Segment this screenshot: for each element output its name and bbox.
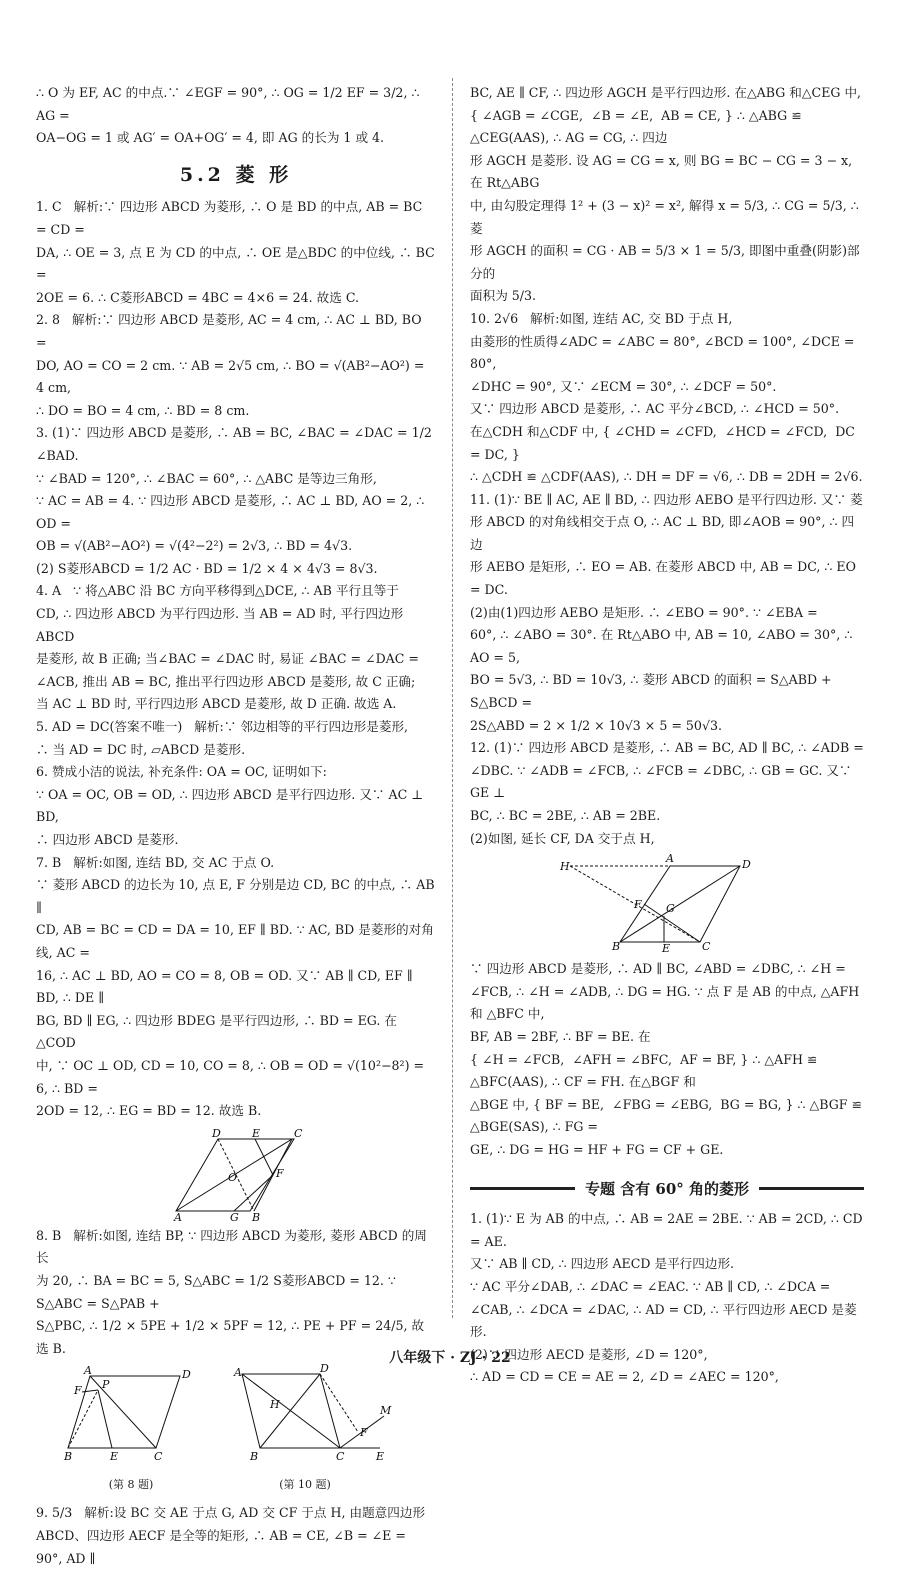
text-line: 3. (1)∵ 四边形 ABCD 是菱形, ∴ AB = BC, ∠BAC = ∠DAC = 1/2 ∠BAD. (36, 425, 436, 463)
text-line: 形 ABCD 的对角线相交于点 O, ∴ AC ⊥ BD, 即∠AOB = 90°, ∴ 四边 (470, 514, 855, 552)
text-line: BC, ∴ BC = 2BE, ∴ AB = 2BE. (470, 808, 661, 823)
text-line: ∠DHC = 90°, 又∵ ∠ECM = 30°, ∴ ∠DCF = 50°. (470, 378, 777, 394)
svg-text:B: B (612, 940, 621, 954)
text-line: 6. 赞成小洁的说法, 补充条件: OA = OC, 证明如下: (36, 764, 327, 780)
svg-text:D: D (212, 1126, 221, 1140)
text-line: 2. 8 解析:∵ 四边形 ABCD 是菱形, AC = 4 cm, ∴ AC ⊥ BD, BO = (36, 312, 426, 350)
figure-q7-rhombus (174, 1126, 336, 1224)
text-line: ∴ 当 AD = DC 时, ▱ABCD 是菱形. (36, 741, 246, 757)
text-line: CD, ∴ 四边形 ABCD 为平行四边形. 当 AB = AD 时, 平行四边形 ABCD (36, 606, 408, 644)
svg-text:O: O (228, 1170, 238, 1184)
topic-title: 专题 含有 60° 角的菱形 (584, 1179, 750, 1198)
text-line: 8. B 解析:如图, 连结 BP, ∵ 四边形 ABCD 为菱形, 菱形 ABCD 的周长 (36, 1227, 427, 1266)
svg-text:H: H (560, 860, 570, 874)
topic-rule-right (759, 1187, 864, 1190)
svg-text:F: F (276, 1166, 284, 1180)
text-line: S△PBC, ∴ 1/2 × 5PE + 1/2 × 5PF = 12, ∴ PE + PF = 24/5, 故选 B. (36, 1318, 425, 1356)
text-line: ∵ 四边形 ABCD 是菱形, ∴ AD ∥ BC, ∠ABD = ∠DBC, ∴ ∠H = (470, 961, 846, 977)
svg-text:A: A (84, 1364, 92, 1378)
svg-text:D: D (742, 858, 751, 872)
text-line: 1. (1)∵ E 为 AB 的中点, ∴ AB = 2AE = 2BE. ∵ AB = 2CD, ∴ CD = AE. (470, 1211, 867, 1249)
text-line: CD, AB = BC = CD = DA = 10, EF ∥ BD. ∵ AC, BD 是菱形的对角线, AC = (36, 922, 434, 960)
text-line: ∠CAB, ∴ ∠DCA = ∠DAC, ∴ AD = CD, ∴ 平行四边形 AECD 是菱形. (470, 1301, 857, 1340)
text-line: (2)如图, 延长 CF, DA 交于点 H, (470, 830, 655, 846)
text-line: ∵ AC 平分∠DAB, ∴ ∠DAC = ∠EAC. ∵ AB ∥ CD, ∴ ∠DCA = (470, 1278, 831, 1294)
svg-text:P: P (102, 1378, 110, 1392)
svg-text:E: E (376, 1450, 385, 1464)
text-line: ∵ OA = OC, OB = OD, ∴ 四边形 ABCD 是平行四边形. 又∵ AC ⊥ BD, (36, 786, 428, 825)
page-footer: 八年级下 · ZJ · 22 (389, 1350, 511, 1367)
text-line: 1. C 解析:∵ 四边形 ABCD 为菱形, ∴ O 是 BD 的中点, AB = BC = CD = (36, 199, 427, 237)
text-line: 又∵ AB ∥ CD, ∴ 四边形 AECD 是平行四边形. (470, 1256, 735, 1272)
text-line: { ∠H = ∠FCB, ∠AFH = ∠BFC, AF = BF, } ∴ △AFH ≌ △BFC(AAS), ∴ CF = FH. 在△BGF 和 (470, 1051, 822, 1090)
text-line: BO = 5√3, ∴ BD = 10√3, ∴ 菱形 ABCD 的面积 = S△ABD + S△BCD = (470, 672, 836, 711)
topic-rule-left (470, 1187, 575, 1190)
text-line: 在△CDH 和△CDF 中, { ∠CHD = ∠CFD, ∠HCD = ∠FCD, DC = DC, } (470, 423, 859, 462)
text-line: 中, ∵ OC ⊥ OD, CD = 10, CO = 8, ∴ OB = OD = √(10²−8²) = 6, ∴ BD = (36, 1057, 429, 1096)
svg-text:F: F (360, 1426, 368, 1440)
text-line: 又∵ 四边形 ABCD 是菱形, ∴ AC 平分∠BCD, ∴ ∠HCD = 50°. (470, 401, 840, 417)
text-line: 7. B 解析:如图, 连结 BD, 交 AC 于点 O. (36, 854, 275, 870)
text-line: ∠DBC. ∵ ∠ADB = ∠FCB, ∴ ∠FCB = ∠DBC, ∴ GB = GC. 又∵ GE ⊥ (470, 762, 856, 801)
text-line: ∴ DO = BO = 4 cm, ∴ BD = 8 cm. (36, 402, 250, 418)
text-line: 4. A ∵ 将△ABC 沿 BC 方向平移得到△DCE, ∴ AB 平行且等于 (36, 583, 399, 599)
svg-text:A: A (666, 852, 674, 866)
text-line: BF, AB = 2BF, ∴ BF = BE. 在 (470, 1028, 651, 1044)
figure-q10 (220, 1362, 392, 1496)
svg-text:M: M (380, 1404, 392, 1418)
text-line: 60°, ∴ ∠ABO = 30°. 在 Rt△ABO 中, AB = 10, ∠ABO = 30°, ∴ AO = 5, (470, 627, 857, 665)
topic-header (470, 1178, 864, 1201)
svg-text:G: G (230, 1210, 239, 1224)
svg-text:D: D (182, 1368, 191, 1382)
text-line: (2) S菱形ABCD = 1/2 AC · BD = 1/2 × 4 × 4√3 = 8√3. (36, 560, 378, 576)
intro-line: OA−OG = 1 或 AG′ = OA+OG′ = 4, 即 AG 的长为 1 或 4. (36, 130, 385, 146)
text-line: 11. (1)∵ BE ∥ AC, AE ∥ BD, ∴ 四边形 AEBO 是平行四边形. 又∵ 菱 (470, 491, 863, 507)
text-line: BG, BD ∥ EG, ∴ 四边形 BDEG 是平行四边形, ∴ BD = EG. 在△COD (36, 1012, 397, 1051)
text-line: ∴ AD = CD = CE = AE = 2, ∠D = ∠AEC = 120°, (470, 1369, 779, 1385)
text-line: 当 AC ⊥ BD 时, 平行四边形 ABCD 是菱形, 故 D 正确. 故选 A. (36, 696, 397, 712)
text-line: 2S△ABD = 2 × 1/2 × 10√3 × 5 = 50√3. (470, 717, 722, 733)
svg-text:C: C (294, 1126, 303, 1140)
svg-text:A: A (174, 1210, 182, 1224)
figure-row (64, 1362, 436, 1496)
text-line: GE, ∴ DG = HG = HF + FG = CF + GE. (470, 1141, 724, 1157)
svg-text:B: B (250, 1450, 259, 1464)
text-line: DO, AO = CO = 2 cm. ∵ AB = 2√5 cm, ∴ BO = √(AB²−AO²) = 4 cm, (36, 357, 429, 396)
text-line: 中, 由勾股定理得 1² + (3 − x)² = x², 解得 x = 5/3, ∴ CG = 5/3, ∴ 菱 (470, 197, 863, 236)
column-divider (452, 78, 453, 1318)
figure-q10-rhombus (220, 1362, 392, 1466)
svg-text:G: G (666, 902, 675, 916)
svg-text:E: E (110, 1450, 119, 1464)
text-line: △BGE 中, { BF = BE, ∠FBG = ∠EBG, BG = BG, } ∴ △BGF ≌ △BGE(SAS), ∴ FG = (470, 1096, 867, 1135)
figure-q8-rhombus (66, 1366, 196, 1466)
text-line: 5. AD = DC(答案不唯一) 解析:∵ 邻边相等的平行四边形是菱形, (36, 719, 409, 735)
section-title: 5.2 菱 形 (179, 163, 293, 186)
svg-text:E: E (252, 1126, 261, 1140)
text-line: 为 20, ∴ BA = BC = 5, S△ABC = 1/2 S菱形ABCD = 12. ∵ S△ABC = S△PAB + (36, 1272, 400, 1311)
svg-text:A: A (234, 1366, 242, 1380)
svg-text:B: B (252, 1210, 261, 1224)
figure-caption: (第 8 题) (108, 1477, 154, 1491)
svg-text:F: F (634, 898, 642, 912)
svg-text:B: B (64, 1450, 73, 1464)
text-line: 12. (1)∵ 四边形 ABCD 是菱形, ∴ AB = BC, AD ∥ BC, ∴ ∠ADB = (470, 740, 864, 756)
figure-q8 (66, 1366, 196, 1496)
svg-text:F: F (74, 1384, 82, 1398)
text-line: 10. 2√6 解析:如图, 连结 AC, 交 BD 于点 H, (470, 310, 733, 326)
svg-text:C: C (154, 1450, 163, 1464)
text-line: 形 AEBO 是矩形, ∴ EO = AB. 在菱形 ABCD 中, AB = DC, ∴ EO = DC. (470, 559, 860, 598)
svg-text:C: C (336, 1450, 345, 1464)
figure-caption: (第 10 题) (279, 1477, 331, 1491)
text-line: 2OD = 12, ∴ EG = BD = 12. 故选 B. (36, 1103, 262, 1119)
text-line: ∵ 菱形 ABCD 的边长为 10, 点 E, F 分别是边 CD, BC 的中点, ∴ AB ∥ (36, 877, 439, 915)
text-line: ∠FCB, ∴ ∠H = ∠ADB, ∴ DG = HG. ∵ 点 F 是 AB 的中点, △AFH 和 △BFC 中, (470, 983, 864, 1022)
text-line: (2)由(1)四边形 AEBO 是矩形. ∴ ∠EBO = 90°. ∵ ∠EBA = (470, 604, 818, 620)
text-line: 是菱形, 故 B 正确; 当∠BAC = ∠DAC 时, 易证 ∠BAC = ∠DAC = (36, 651, 419, 667)
text-line: BC, AE ∥ CF, ∴ 四边形 AGCH 是平行四边形. 在△ABG 和△CEG 中, (470, 85, 862, 100)
text-line: 2OE = 6. ∴ C菱形ABCD = 4BC = 4×6 = 24. 故选 C. (36, 289, 360, 305)
text-line: ∵ ∠BAD = 120°, ∴ ∠BAC = 60°, ∴ △ABC 是等边三角形, (36, 470, 377, 486)
svg-text:H: H (270, 1398, 280, 1412)
text-line: 形 AGCH 的面积 = CG · AB = 5/3 × 1 = 5/3, 即图中重叠(阴影)部分的 (470, 243, 860, 281)
text-line: 面积为 5/3. (470, 288, 537, 304)
text-line: 形 AGCH 是菱形. 设 AG = CG = x, 则 BG = BC − CG = 3 − x, 在 Rt△ABG (470, 152, 857, 191)
text-line: ABCD、四边形 AECF 是全等的矩形, ∴ AB = CE, ∠B = ∠E = 90°, AD ∥ (36, 1528, 410, 1566)
intro-line: ∴ O 为 EF, AC 的中点.∵ ∠EGF = 90°, ∴ OG = 1/2 EF = 3/2, ∴ AG = (36, 85, 424, 123)
text-line: 9. 5/3 解析:设 BC 交 AE 于点 G, AD 交 CF 于点 H, 由题意四边形 (36, 1505, 426, 1521)
svg-text:D: D (320, 1362, 329, 1376)
right-column (470, 82, 867, 1389)
figure-q12-rhombus (560, 852, 770, 956)
text-line: ∠ACB, 推出 AB = BC, 推出平行四边形 ABCD 是菱形, 故 C 正确; (36, 673, 416, 689)
text-line: DA, ∴ OE = 3, 点 E 为 CD 的中点, ∴ OE 是△BDC 的中位线, ∴ BC = (36, 244, 439, 283)
text-line: ∴ △CDH ≌ △CDF(AAS), ∴ DH = DF = √6, ∴ DB = 2DH = 2√6. (470, 469, 863, 485)
text-line: ∵ AC = AB = 4. ∵ 四边形 ABCD 是菱形, ∴ AC ⊥ BD, AO = 2, ∴ OD = (36, 493, 429, 531)
text-line: 由菱形的性质得∠ADC = ∠ABC = 80°, ∠BCD = 100°, ∠DCE = 80°, (470, 333, 859, 372)
svg-text:E: E (662, 942, 671, 956)
text-line: { ∠AGB = ∠CGE, ∠B = ∠E, AB = CE, } ∴ △ABG ≌ △CEG(AAS), ∴ AG = CG, ∴ 四边 (470, 107, 806, 146)
text-line: 16, ∴ AC ⊥ BD, AO = CO = 8, OB = OD. 又∵ AB ∥ CD, EF ∥ BD, ∴ DE ∥ (36, 967, 417, 1006)
svg-text:C: C (702, 940, 711, 954)
text-line: (2)∵ 四边形 AECD 是菱形, ∠D = 120°, (470, 1346, 708, 1362)
text-line: ∴ 四边形 ABCD 是菱形. (36, 832, 179, 847)
text-line: OB = √(AB²−AO²) = √(4²−2²) = 2√3, ∴ BD = 4√3. (36, 538, 353, 554)
